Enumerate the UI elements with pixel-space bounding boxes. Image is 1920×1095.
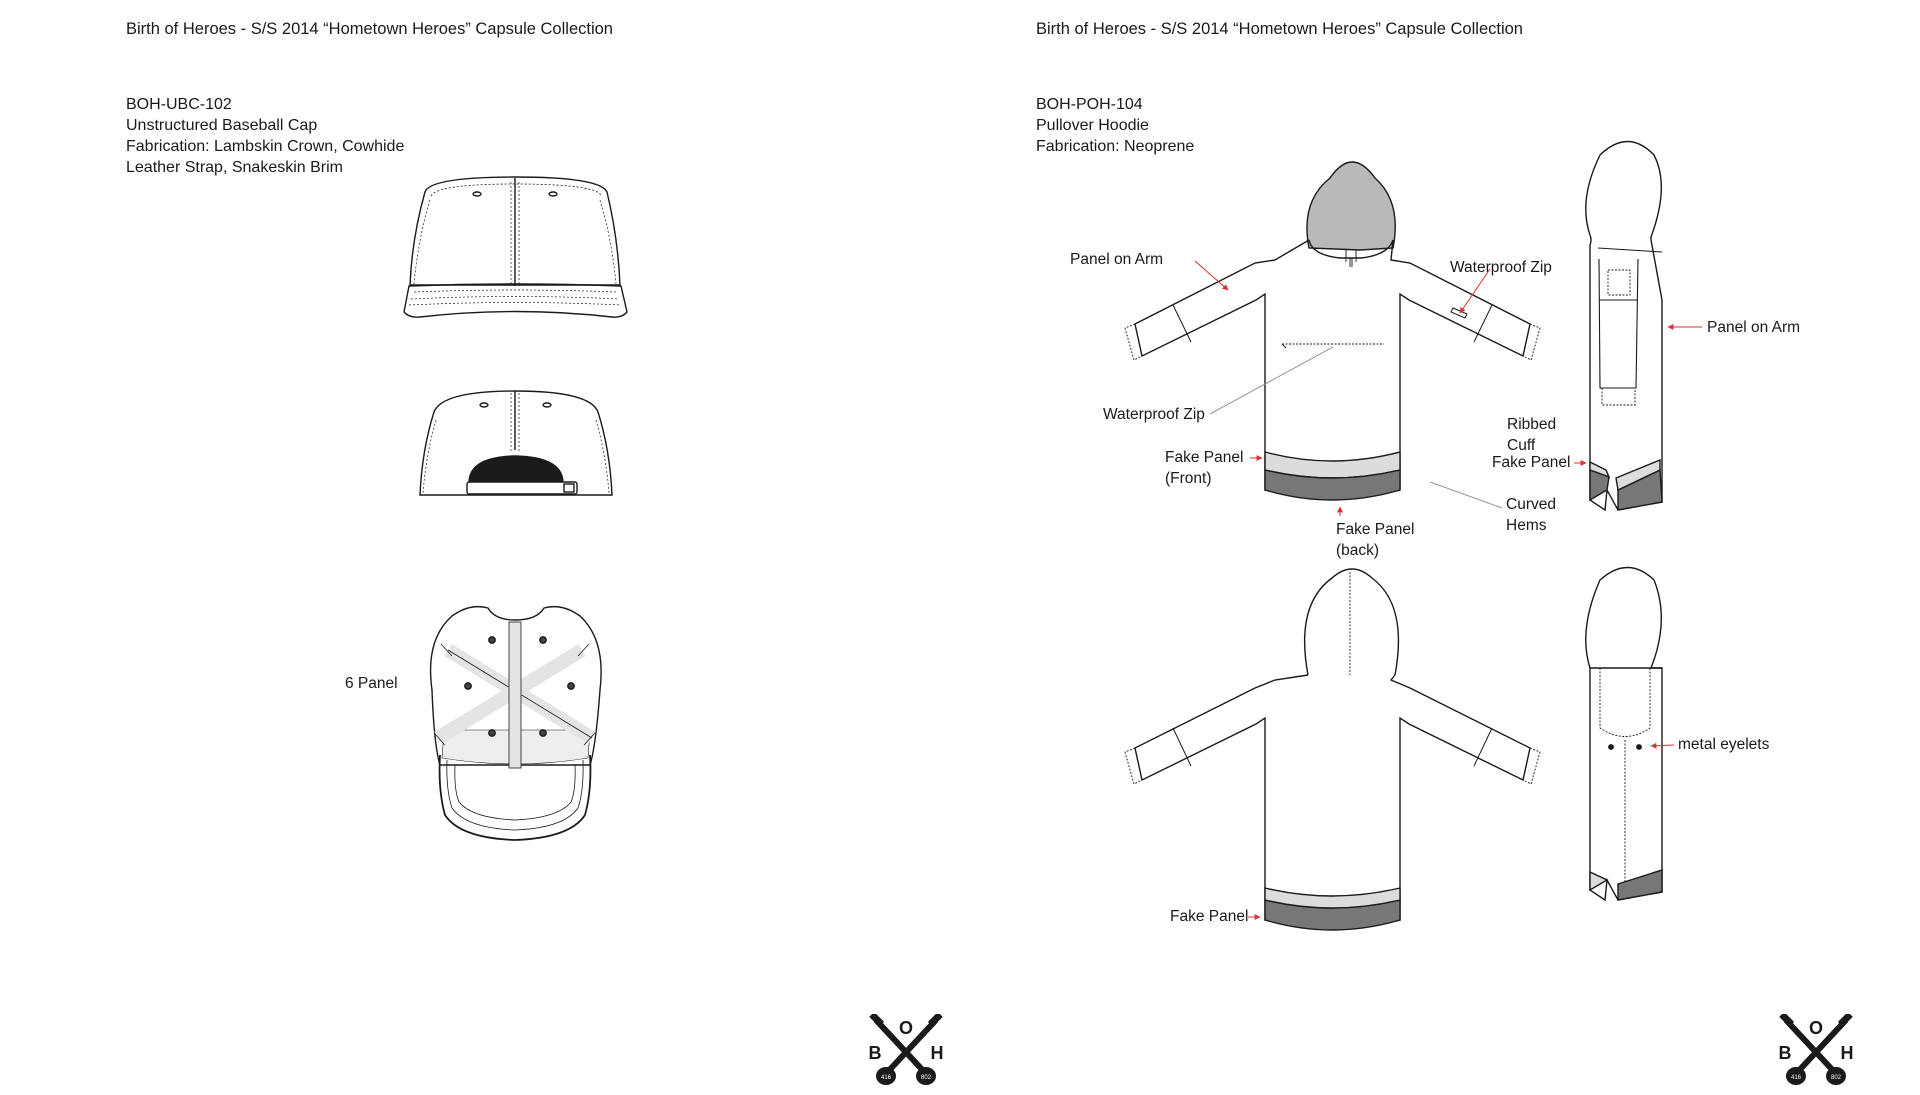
product-name: Unstructured Baseball Cap bbox=[126, 117, 318, 134]
product-name: Pullover Hoodie bbox=[1036, 117, 1149, 134]
callout-panel-on-arm-side: Panel on Arm bbox=[1707, 319, 1801, 336]
hoodie-technical-drawings bbox=[910, 0, 1870, 1080]
logo-small-text-1: 416 bbox=[880, 1075, 892, 1081]
callout-metal-eyelets: metal eyelets bbox=[1678, 736, 1770, 753]
hoodie-back-view bbox=[1125, 569, 1540, 930]
cap-back-view bbox=[420, 391, 612, 495]
style-code: BOH-UBC-102 bbox=[126, 96, 232, 113]
logo-letter-b: B bbox=[1778, 1043, 1792, 1063]
logo-letter-o: O bbox=[898, 1018, 914, 1038]
left-spec-page bbox=[0, 0, 960, 1080]
callout-fake-panel-back: Fake Panel bbox=[1336, 521, 1415, 538]
callout-fake-panel-front: Fake Panel bbox=[1165, 449, 1244, 466]
callout-ribbed-cuff-sub: Cuff bbox=[1507, 437, 1536, 454]
cap-technical-drawings bbox=[0, 0, 960, 1080]
right-spec-page bbox=[910, 0, 1870, 1080]
hoodie-front-view bbox=[1125, 162, 1540, 500]
hoodie-side-view bbox=[1586, 142, 1662, 511]
logo-small-text-2: 802 bbox=[1830, 1075, 1842, 1081]
callout-fake-panel-front-sub: (Front) bbox=[1165, 470, 1212, 487]
callout-ribbed-cuff: Ribbed bbox=[1507, 416, 1557, 433]
callout-fake-panel-back-view: Fake Panel bbox=[1170, 908, 1249, 925]
logo-letter-o: O bbox=[1808, 1018, 1824, 1038]
callout-waterproof-zip-body: Waterproof Zip bbox=[1103, 406, 1205, 423]
hoodie-side-leaders bbox=[1574, 327, 1702, 463]
fabrication-line-1: Fabrication: Lambskin Crown, Cowhide bbox=[126, 138, 405, 155]
hoodie-side-back-view bbox=[1586, 568, 1662, 901]
logo-small-text-2: 802 bbox=[920, 1075, 932, 1081]
callout-fake-panel-side: Fake Panel bbox=[1492, 454, 1571, 471]
fabrication: Fabrication: Neoprene bbox=[1036, 138, 1195, 155]
callout-waterproof-zip-sleeve: Waterproof Zip bbox=[1450, 259, 1552, 276]
callout-fake-panel-back-sub: (back) bbox=[1336, 542, 1380, 559]
leader-metal-eyelets bbox=[1651, 745, 1674, 746]
callout-6-panel: 6 Panel bbox=[345, 675, 398, 692]
boh-logo bbox=[1778, 1014, 1854, 1090]
logo-letter-h: H bbox=[930, 1043, 944, 1063]
callout-curved-hems: Curved bbox=[1506, 496, 1556, 513]
style-code: BOH-POH-104 bbox=[1036, 96, 1143, 113]
page-header: Birth of Heroes - S/S 2014 “Hometown Heroes” Capsule Collection bbox=[126, 20, 613, 38]
fabrication-line-2: Leather Strap, Snakeskin Brim bbox=[126, 159, 343, 176]
cap-underside-view bbox=[431, 607, 602, 840]
boh-logo-mark bbox=[1778, 1014, 1854, 1090]
logo-letter-h: H bbox=[1840, 1043, 1854, 1063]
cap-front-view bbox=[404, 177, 627, 317]
page-header: Birth of Heroes - S/S 2014 “Hometown Heroes” Capsule Collection bbox=[1036, 20, 1523, 38]
callout-panel-on-arm: Panel on Arm bbox=[1070, 251, 1164, 268]
logo-letter-b: B bbox=[868, 1043, 882, 1063]
logo-small-text-1: 416 bbox=[1790, 1075, 1802, 1081]
callout-curved-hems-sub: Hems bbox=[1506, 517, 1547, 534]
